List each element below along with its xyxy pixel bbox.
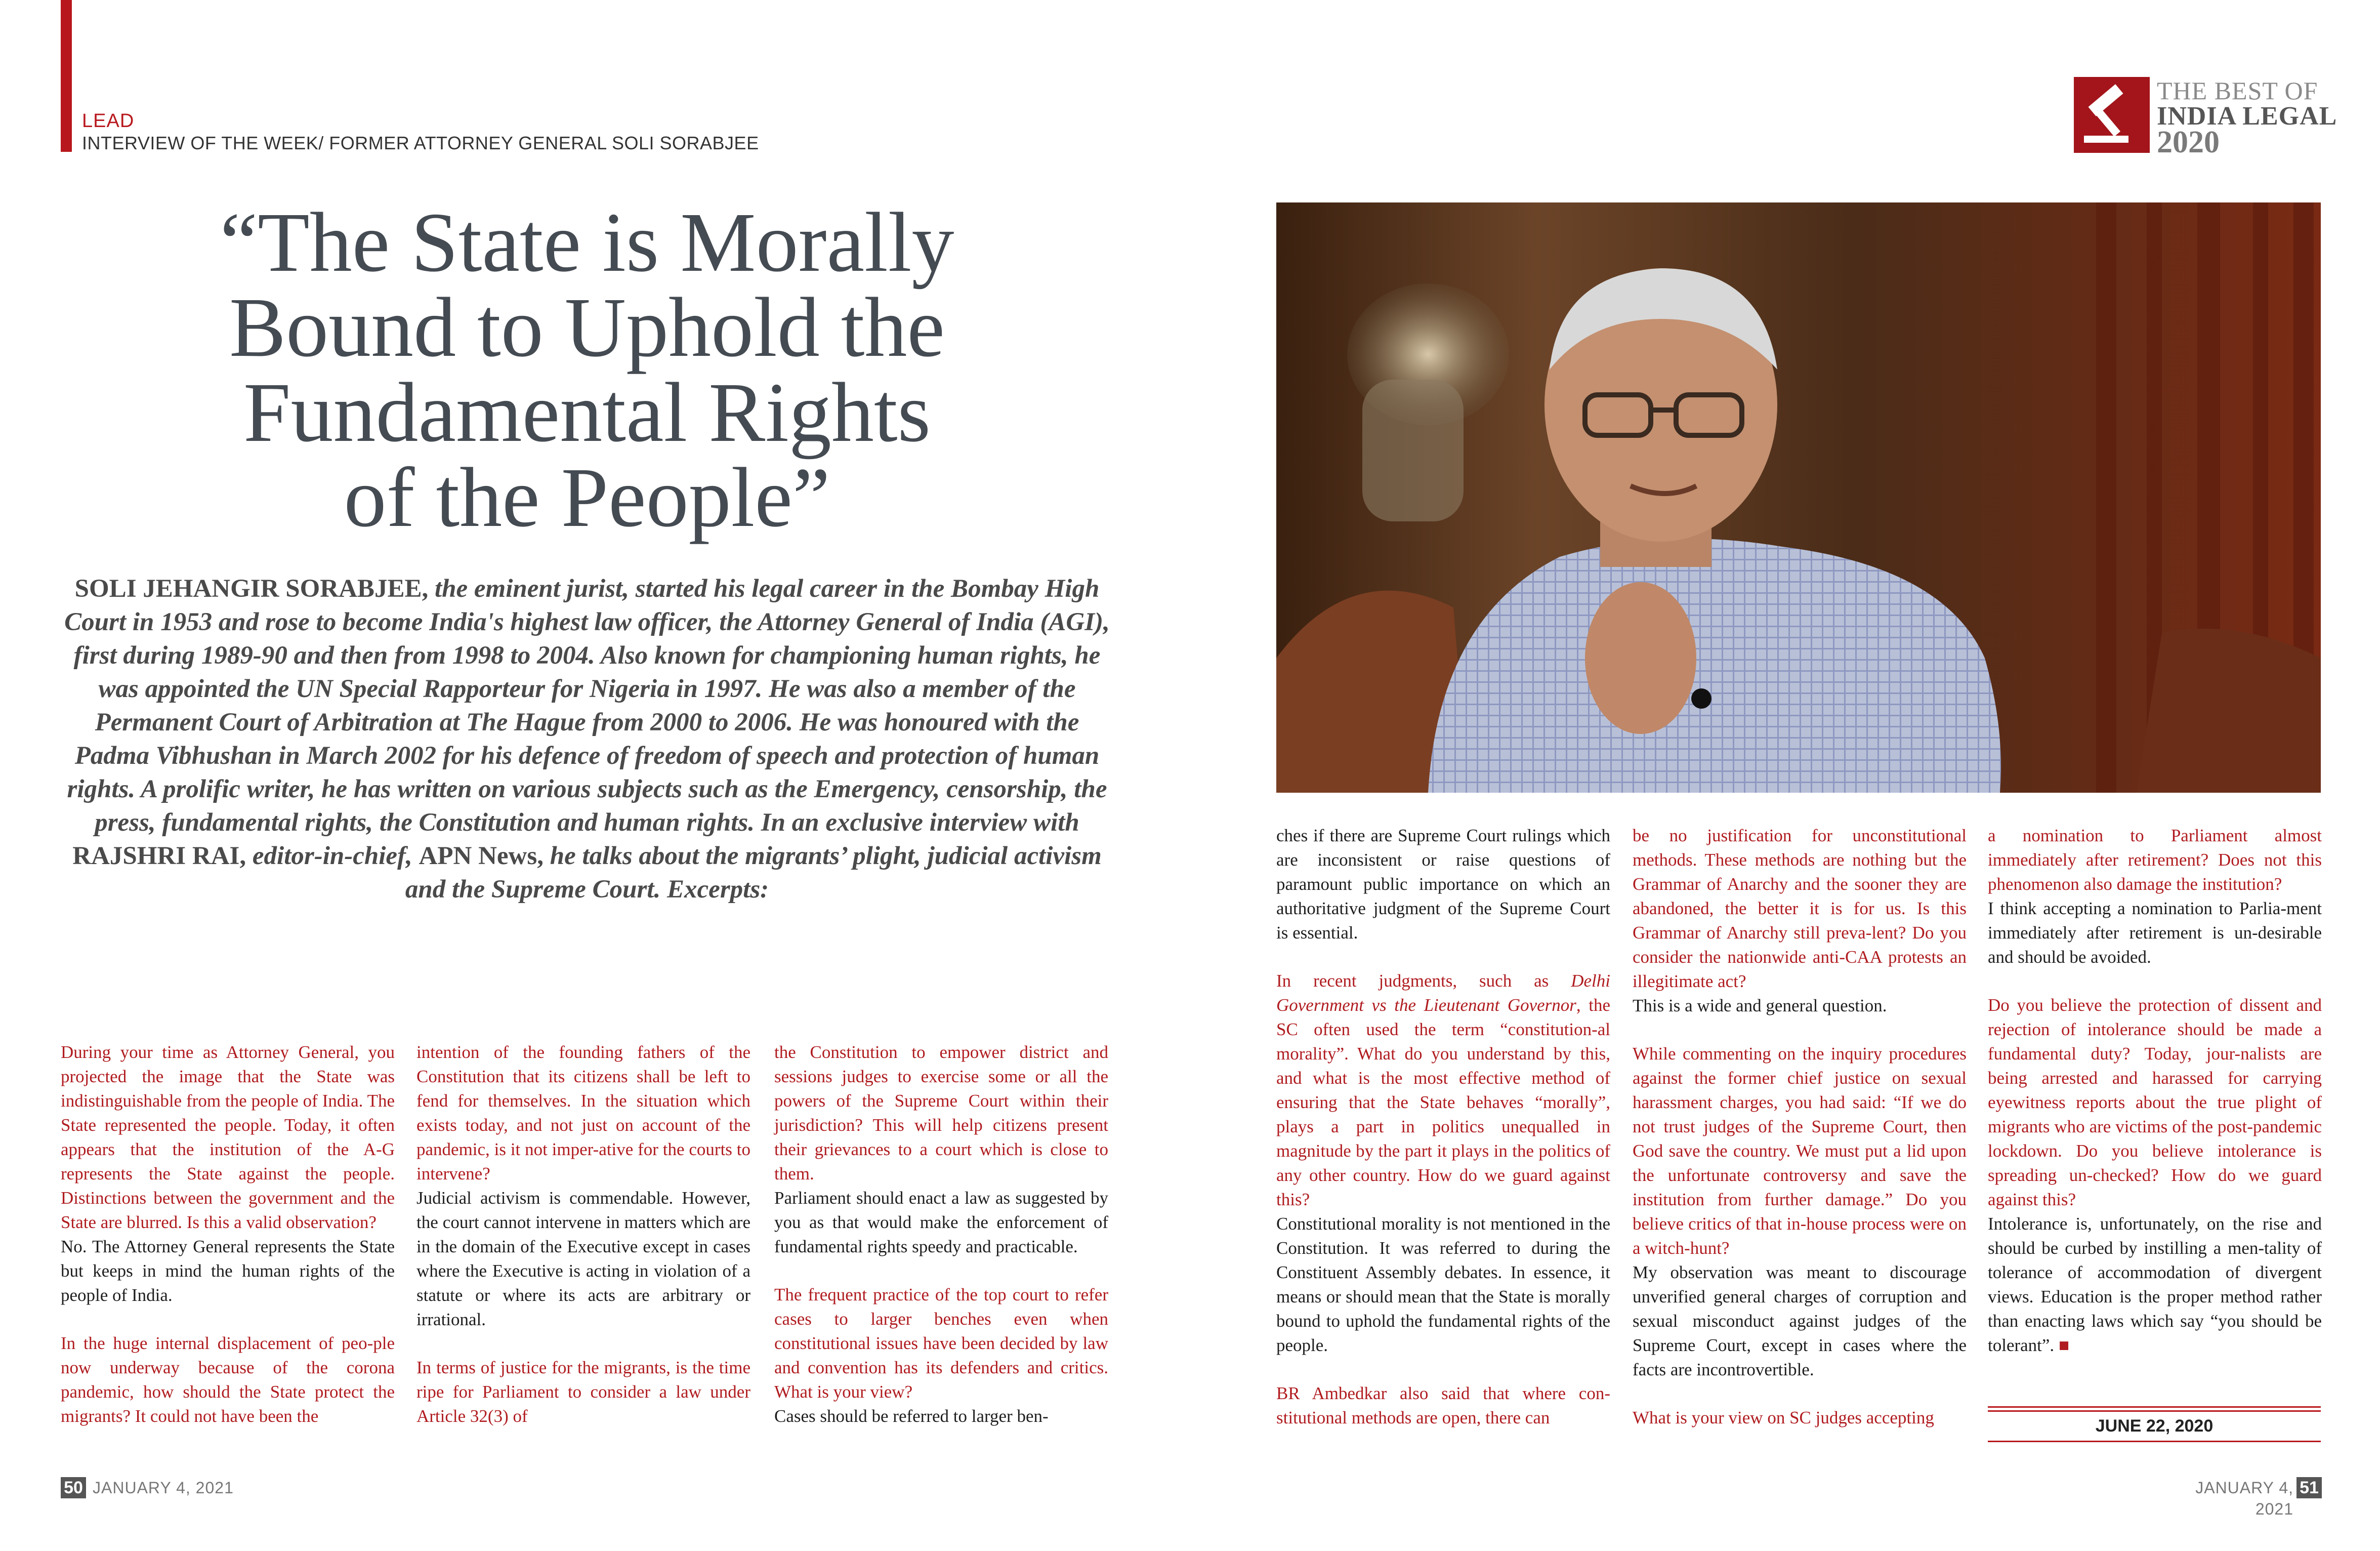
- headline: [81, 195, 1093, 545]
- question: What is your view on SC judges accepting: [1633, 1408, 1934, 1427]
- text-column-6: [1988, 824, 2322, 1381]
- page-number-left: 50: [61, 1477, 86, 1498]
- answer: My observation was meant to discourage unverified general charges of corruption and sexual misconduct against judges of the Supreme Court, except in cases where the facts are incontrovertible.: [1633, 1262, 1967, 1379]
- answer: Intolerance is, unfortunately, on the rise and should be curbed by instilling a men-tality of tolerance of accommodation of divergent views. Education is the proper method rather than enacting laws which say “you should be tolerant”.: [1988, 1214, 2322, 1355]
- headline-line: “The State is Morally: [220, 195, 954, 290]
- headline-line: of the People”: [344, 451, 830, 545]
- headline-line: Fundamental Rights: [243, 365, 931, 460]
- end-mark-icon: ■: [2058, 1335, 2070, 1355]
- issue-date-right: JANUARY 4, 2021: [2195, 1479, 2293, 1518]
- question: In recent judgments, such as Delhi Government vs the Lieutenant Governor, the SC often used the term “constitution-al morality”. What do you understand by this, and what is the most effective method of ensuring that the State behaves “morally”, plays a part in politics unequalled in magnitude by the part it plays in the politics of any other country. How do we guard against this?: [1276, 971, 1610, 1209]
- divider: [1988, 1410, 2321, 1412]
- logo-line1: THE BEST OF: [2157, 76, 2318, 105]
- headline-line: Bound to Uphold the: [229, 280, 945, 375]
- answer: Judicial activism is commendable. However, the court cannot intervene in matters which are in the domain of the Executive except in cases where the Executive is acting in violation of a statute or where its acts are arbitrary or irrational.: [416, 1188, 750, 1329]
- portrait-photo: [1276, 202, 2321, 793]
- text-column-1: [61, 1040, 395, 1452]
- answer: This is a wide and general question.: [1633, 996, 1887, 1015]
- divider: [1988, 1441, 2321, 1442]
- outlet-name: APN News,: [419, 842, 544, 870]
- answer: I think accepting a nomination to Parlia-ment immediately after retirement is un-desirable and should be avoided.: [1988, 899, 2322, 967]
- answer: No. The Attorney General represents the State but keeps in mind the human rights of the people of India.: [61, 1237, 395, 1305]
- question: the Constitution to empower district and sessions judges to exercise some or all the powers of the Supreme Court within their jurisdiction? This will help citizens present their grievances to a court which is close to them.: [774, 1042, 1108, 1183]
- question: BR Ambedkar also said that where con-stitutional methods are open, there can: [1276, 1383, 1610, 1427]
- question: be no justification for unconstitutional methods. These methods are nothing but the Grammar of Anarchy and the sooner they are abandoned, the better it is for us. Is this Grammar of Anarchy still preva-lent? Do you consider the nationwide anti-CAA protests an illegitimate act?: [1633, 826, 1967, 991]
- section-rule: [61, 0, 72, 152]
- question: intention of the founding fathers of the Constitution that its citizens shall be left to fend for themselves. In the situation which exists today, and not just on account of the pandemic, is it not imper-ative for the courts to intervene?: [416, 1042, 750, 1183]
- page-number-right: 51: [2297, 1477, 2322, 1498]
- gavel-logo-icon: [2074, 77, 2150, 153]
- logo-line3: 2020: [2157, 125, 2220, 159]
- question: a nomination to Parliament almost immediately after retirement? Does not this phenomenon also damage the institution?: [1988, 826, 2322, 894]
- question: The frequent practice of the top court to refer cases to larger benches even when constitutional issues have been decided by law and convention has its defenders and critics. What is your view?: [774, 1285, 1108, 1402]
- text-column-2: [416, 1040, 750, 1452]
- divider: [1988, 1406, 2321, 1408]
- text-column-3: [774, 1040, 1108, 1452]
- answer: Constitutional morality is not mentioned in the Constitution. It was referred to during the Constituent Assembly debates. In essence, it means or should mean that the State is morally bound to uphold the fundamental rights of the people.: [1276, 1214, 1610, 1355]
- answer: ches if there are Supreme Court rulings which are inconsistent or raise questions of paramount public importance on which an authoritative judgment of the Supreme Court is essential.: [1276, 826, 1610, 943]
- subject-name: SOLI JEHANGIR SORABJEE,: [74, 575, 429, 603]
- answer: Cases should be referred to larger ben-: [774, 1406, 1049, 1426]
- case-name: Delhi Government vs the Lieutenant Governor: [1276, 971, 1610, 1015]
- issue-date-left: JANUARY 4, 2021: [93, 1479, 234, 1497]
- kicker: INTERVIEW OF THE WEEK/ FORMER ATTORNEY GENERAL SOLI SORABJEE: [82, 133, 759, 153]
- logo-line2: INDIA LEGAL: [2157, 102, 2337, 131]
- question: In the huge internal displacement of peo-ple now underway because of the corona pandemic, how should the State protect the migrants? It could not have been the: [61, 1333, 395, 1426]
- question: In terms of justice for the migrants, is the time ripe for Parliament to consider a law under Article 32(3) of: [416, 1358, 750, 1426]
- section-label: LEAD: [82, 110, 135, 132]
- interviewer-name: RAJSHRI RAI,: [72, 842, 246, 870]
- text-column-5: [1633, 824, 1967, 1454]
- answer: Parliament should enact a law as suggested by you as that would make the enforcement of fundamental rights speedy and practicable.: [774, 1188, 1108, 1256]
- intro-paragraph: SOLI JEHANGIR SORABJEE, the eminent jurist, started his legal career in the Bombay High Court in 1953 and rose to become India's highest law officer, the Attorney General of India (AGI), first during 1989-90 and then from 1998 to 2004. Also known for championing human rights, he was appointed the UN Special Rapporteur for Nigeria in 1997. He was also a member of the Permanent Court of Arbitration at The Hague from 2000 to 2006. He was honoured with the Padma Vibhushan in March 2002 for his defence of freedom of speech and protection of human rights. A prolific writer, he has written on various subjects such as the Emergency, censorship, the press, fundamental rights, the Constitution and human rights. In an exclusive interview with RAJSHRI RAI, editor-in-chief, APN News, he talks about the migrants’ plight, judicial activism and the Supreme Court. Excerpts:: [64, 575, 1110, 904]
- original-date: JUNE 22, 2020: [2095, 1416, 2214, 1436]
- text-column-4: [1276, 824, 1610, 1454]
- question: Do you believe the protection of dissent and rejection of intolerance should be made a fundamental duty? Today, jour-nalists are being arrested and harassed for carrying eyewitness reports about the true plight of migrants who are victims of the post-pandemic lockdown. Do you believe intolerance is spreading un-checked? How do we guard against this?: [1988, 995, 2322, 1209]
- question: While commenting on the inquiry procedures against the former chief justice on sexual harassment charges, you had said: “If we do not trust judges of the Supreme Court, then God save the country. We must put a lid upon the unfortunate controversy and save the institution from further damage.” Do you believe critics of that in-house process were on a witch-hunt?: [1633, 1044, 1967, 1258]
- question: During your time as Attorney General, you projected the image that the State was indistinguishable from the people of India. The State represented the people. Today, it often appears that the institution of the A-G represents the State against the people. Distinctions between the government and the State are blurred. Is this a valid observation?: [61, 1042, 395, 1232]
